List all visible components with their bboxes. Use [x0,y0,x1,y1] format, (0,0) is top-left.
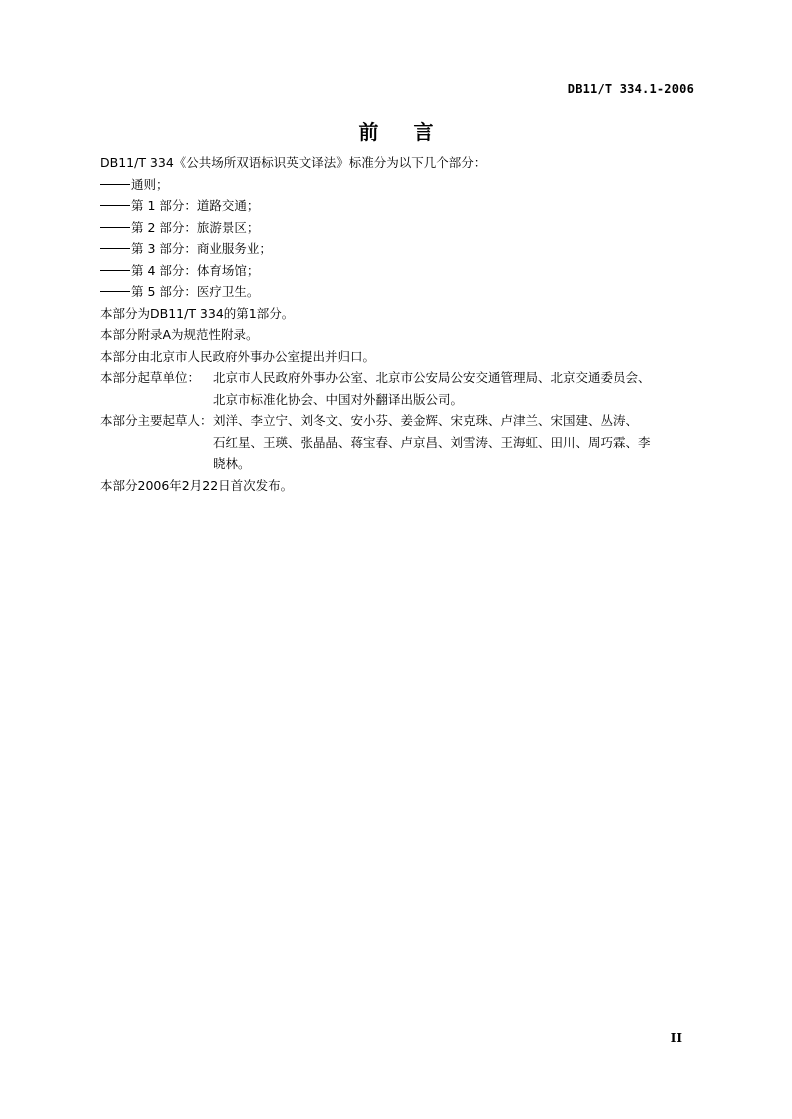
statement-line: 本部分为DB11/T 334的第1部分。 [100,305,295,321]
em-dash-mark [100,291,130,292]
em-dash-mark [100,248,130,249]
part-item-text: 第 3 部分：商业服务业； [131,241,272,256]
part-item-text: 第 2 部分：旅游景区； [131,219,260,235]
drafting-units-content [213,367,700,410]
drafting-units-label: 本部分起草单位： [100,370,201,385]
part-item-text: 第 1 部分：道路交通； [131,198,260,213]
part-item [100,217,700,239]
part-item [100,281,700,303]
standard-code: DB11/T 334.1-2006 [567,82,694,96]
drafters-line: 刘洋、李立宁、刘冬文、安小芬、姜金辉、宋克珠、卢津兰、宋国建、丛涛、 [213,413,639,428]
drafters-content [213,410,700,475]
drafting-units-line: 北京市人民政府外事办公室、北京市公安局公安交通管理局、北京交通委员会、 [213,370,651,385]
part-item [100,174,700,196]
em-dash-mark [100,227,130,228]
document-body [100,152,700,496]
part-item [100,195,700,217]
part-item-text: 通则； [131,176,169,192]
page-number: II [670,1031,682,1045]
em-dash-mark [100,270,130,271]
part-item-text: 第 4 部分：体育场馆； [131,262,260,278]
drafting-units-section [100,367,700,410]
drafters-line: 石红星、王瑛、张晶晶、蒋宝春、卢京昌、刘雪涛、王海虹、田川、周巧霖、李 [213,434,651,450]
statement-line: 本部分附录A为规范性附录。 [100,327,259,342]
em-dash-mark [100,184,130,185]
page-title: 前 言 [358,120,448,144]
drafters-section [100,410,700,475]
em-dash-mark [100,205,130,206]
drafters-line: 晓林。 [213,456,251,471]
drafters-label: 本部分主要起草人： [100,413,213,428]
drafting-units-line: 北京市标准化协会、中国对外翻译出版公司。 [213,391,464,407]
intro-line: DB11/T 334《公共场所双语标识英文译法》标准分为以下几个部分： [100,155,487,170]
part-item [100,238,700,260]
release-line: 本部分2006年2月22日首次发布。 [100,477,294,493]
statement-line: 本部分由北京市人民政府外事办公室提出并归口。 [100,348,376,364]
part-item [100,260,700,282]
part-item-text: 第 5 部分：医疗卫生。 [131,284,260,299]
